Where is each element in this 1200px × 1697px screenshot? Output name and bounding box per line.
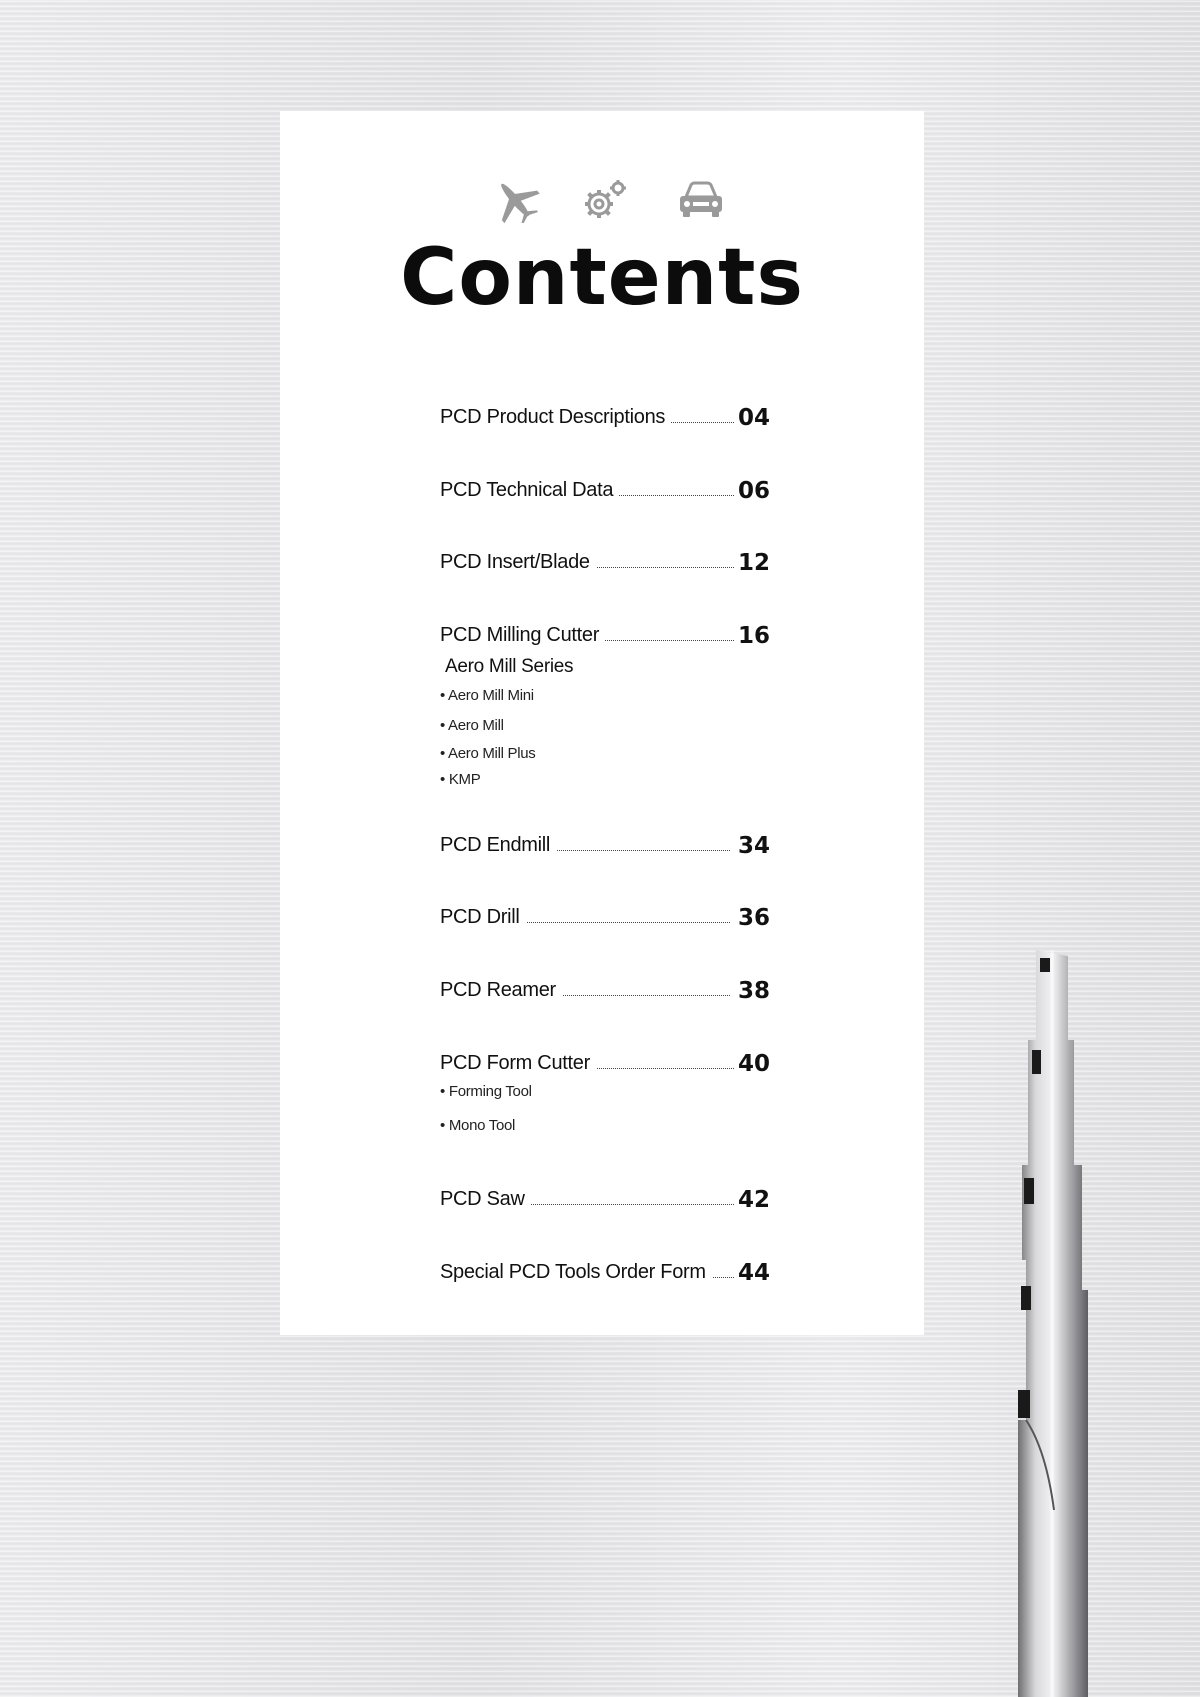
toc-label: PCD Drill [440,906,526,929]
sub-item[interactable]: • Aero Mill Mini [440,687,534,704]
sub-item[interactable]: • KMP [440,771,480,788]
toc-label: PCD Technical Data [440,479,619,502]
toc-entry-form-cutter[interactable] [440,1045,770,1077]
toc-label: PCD Endmill [440,834,556,857]
toc-entry-order-form[interactable] [440,1254,770,1286]
toc-label: PCD Product Descriptions [440,406,671,429]
sub-item[interactable]: • Forming Tool [440,1083,532,1100]
toc-page-number: 42 [735,1187,770,1213]
toc-entry-endmill[interactable] [440,827,770,859]
toc-entry-milling-cutter[interactable] [440,617,770,649]
toc-page-number: 36 [735,905,770,931]
toc-page-number: 40 [735,1051,770,1077]
toc-label: PCD Milling Cutter [440,624,605,647]
toc-page-number: 16 [735,623,770,649]
toc-entry-drill[interactable] [440,899,770,931]
airplane-icon [490,177,540,223]
toc-label: PCD Saw [440,1188,531,1211]
gears-icon [580,177,630,223]
toc-page-number: 34 [735,833,770,859]
toc-page-number: 38 [735,978,770,1004]
page-title: Contents [400,233,804,323]
industry-icons [280,177,924,227]
sub-item[interactable]: • Mono Tool [440,1117,515,1134]
toc-page-number: 06 [735,478,770,504]
toc-page-number: 44 [735,1260,770,1286]
car-icon [676,177,726,223]
toc-label: PCD Form Cutter [440,1052,596,1075]
sub-heading-aero-mill-series: Aero Mill Series [445,656,574,677]
toc-label: PCD Reamer [440,979,562,1002]
toc-label: PCD Insert/Blade [440,551,596,574]
toc-page-number: 12 [735,550,770,576]
toc-page-number: 04 [735,405,770,431]
toc-label: Special PCD Tools Order Form [440,1261,712,1284]
toc-entry-saw[interactable] [440,1181,770,1213]
contents-card [280,111,924,1335]
sub-item[interactable]: • Aero Mill [440,717,504,734]
toc-entry-technical-data[interactable] [440,472,770,504]
toc-entry-product-descriptions[interactable] [440,399,770,431]
sub-item[interactable]: • Aero Mill Plus [440,745,536,762]
toc-entry-reamer[interactable] [440,972,770,1004]
toc-entry-insert-blade[interactable] [440,544,770,576]
pcd-tool-image [1006,950,1096,1697]
